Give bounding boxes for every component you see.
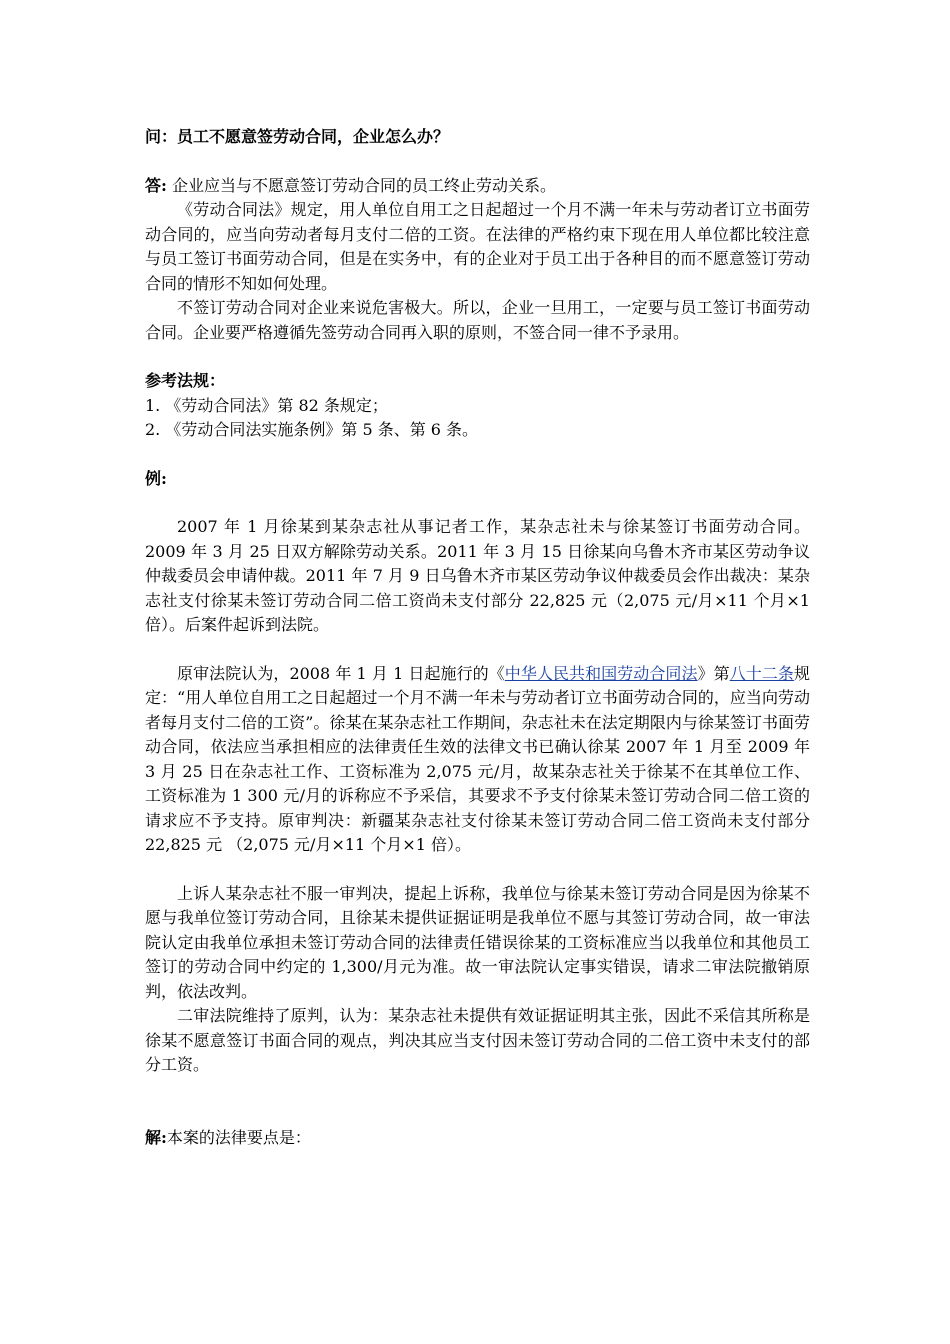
answer-label: 答: <box>145 175 167 195</box>
question-label: 问： <box>145 127 178 146</box>
para2-text-b: 》第 <box>697 663 730 683</box>
answer-paragraph-2: 不签订劳动合同对企业来说危害极大。所以，企业一旦用工，一定要与员工签订书面劳动合同。企业要严格遵循先签劳动合同再入职的原则，不签合同一律不予录用。 <box>145 298 810 342</box>
solution-label: 解: <box>145 1127 167 1147</box>
labor-contract-law-link[interactable]: 中华人民共和国劳动合同法 <box>504 663 698 683</box>
example-paragraph-1: 2007 年 1 月徐某到某杂志社从事记者工作，某杂志社未与徐某签订书面劳动合同。2009 年 3 月 25 日双方解除劳动关系。2011 年 3 月 15 日徐某向乌鲁木齐市某区劳动争议仲裁委员会申请仲裁。2011 年 7 月 9 日乌鲁木齐市某区劳动争议仲裁委员会作出裁决：某杂志社支付徐某未签订劳动合同二倍工资尚未支付部分 22,825 元（2,075 元/月×11 个月×1 倍）。后案件起诉到法院。 <box>145 517 810 634</box>
answer-paragraph-1: 《劳动合同法》规定，用人单位自用工之日起超过一个月不满一年未与劳动者订立书面劳动合同的，应当向劳动者每月支付二倍的工资。在法律的严格约束下现在用人单位都比较注意与员工签订书面劳动合同，但是在实务中，有的企业对于员工出于各种目的而不愿意签订劳动合同的情形不知如何处理。 <box>145 200 810 293</box>
refs-title: 参考法规： <box>145 371 226 390</box>
para2-text-c: 规定：“用人单位自用工之日起超过一个月不满一年未与劳动者订立书面劳动合同的，应当向劳动者每月支付二倍的工资”。徐某在某杂志社工作期间，杂志社未在法定期限内与徐某签订书面劳动合同，依法应当承担相应的法律责任生效的法律文书已确认徐某 2007 年 1 月至 2009 年 3 月 25 日在杂志社工作、工资标准为 2,075 元/月，故某杂志社关于徐某不在其单位工作、工资标准为 1 300 元/月的诉称应不予采信，其要求不予支付徐某未签订劳动合同二倍工资的请求应不予支持。原审判决：新疆某杂志社支付徐某未签订劳动合同二倍工资尚未支付部分 22,825 元 （2,075 元/月×11 个月×1 倍）。 <box>145 663 810 854</box>
solution-line <box>145 1126 810 1151</box>
answer-first-line <box>145 174 810 199</box>
article-82-link[interactable]: 八十二条 <box>729 663 794 683</box>
example-paragraph-4: 二审法院维持了原判，认为：某杂志社未提供有效证据证明其主张，因此不采信其所称是徐某不愿意签订书面合同的观点，判决其应当支付因未签订劳动合同的二倍工资中未支付的部分工资。 <box>145 1006 810 1074</box>
document-page <box>145 0 810 1150</box>
question <box>145 125 810 150</box>
refs-item-2: 2. 《劳动合同法实施条例》第 5 条、第 6 条。 <box>145 420 479 439</box>
question-text: 员工不愿意签劳动合同，企业怎么办？ <box>177 127 450 146</box>
answer-line: 企业应当与不愿意签订劳动合同的员工终止劳动关系。 <box>172 175 557 195</box>
example-paragraph-2 <box>145 662 810 858</box>
solution-text: 本案的法律要点是： <box>166 1127 311 1147</box>
example-title: 例: <box>145 468 167 488</box>
example-paragraph-3: 上诉人某杂志社不服一审判决，提起上诉称，我单位与徐某未签订劳动合同是因为徐某不愿与我单位签订劳动合同，且徐某未提供证据证明是我单位不愿与其签订劳动合同，故一审法院认定由我单位承担未签订劳动合同的法律责任错误徐某的工资标准应当以我单位和其他员工签订的劳动合同中约定的 1,300/月元为准。故一审法院认定事实错误，请求二审法院撤销原判，依法改判。 <box>145 883 810 1001</box>
para2-text-a: 原审法院认为，2008 年 1 月 1 日起施行的《 <box>177 663 505 683</box>
refs-item-1: 1. 《劳动合同法》第 82 条规定； <box>145 395 388 415</box>
